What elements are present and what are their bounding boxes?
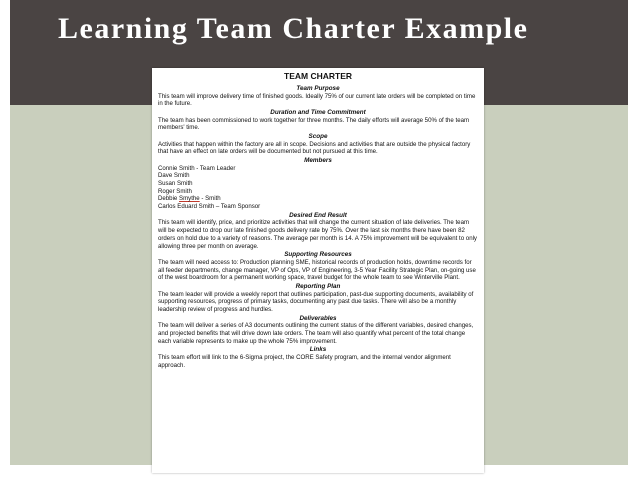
slide-title: Learning Team Charter Example [58,12,529,45]
scope-text: Activities that happen within the factory are all in scope. Decisions and activities that are outside the physical factory that have an effect on late orders will be documented but not pursued at this time. [158,140,471,156]
members-list [158,165,478,211]
member-first-name: Debbie [158,195,178,203]
deliverables-text: The team will deliver a series of A3 documents outlining the current status of the different variables, desired changes, and projected benefits that will drive down late orders. The team will also quantify what percent of the total change each variable represents to make up the whole 75% improvement. [158,322,474,345]
member-item: Connie Smith - Team Leader [158,164,236,172]
duration-heading: Duration and Time Commitment [270,109,366,116]
team-purpose-text: This team will improve delivery time of finished goods. Ideally 75% of our current late orders will be completed on time in the future. [158,92,476,108]
desired-end-result-heading: Desired End Result [289,211,347,219]
reporting-plan-heading: Reporting Plan [295,282,341,290]
scope-heading: Scope [308,133,328,140]
team-purpose-heading: Team Purpose [296,85,340,92]
deliverables-heading: Deliverables [299,314,337,322]
member-misspelled-name: Smythe [179,195,200,203]
duration-text: The team has been commissioned to work together for three months. The daily efforts will average 50% of the team members' time. [158,116,470,132]
desired-end-result-text: This team will identify, price, and prioritize activities that will change the current situation of late deliveries. The team will be expected to drop our late finished goods delivery rate by 75%. Over the last six months there have been 82 orders on hold due to a variety of reasons. The average per month is 14. A 75% improvement will be equivalent to only allowing three per month on average. [158,219,477,250]
links-heading: Links [309,346,327,354]
supporting-resources-text: The team will need access to: Production planning SME, historical records of production holds, downtime records for all feeder departments, change manager, VP of Ops, VP of Engineering, 3-5 Year Facility Strategic Plan, on-going use of the west boardroom for a permanent working space, travel budget for the whole team to see Winterville Plant. [158,258,476,282]
member-item: Dave Smith [158,172,190,180]
links-text: This team effort will link to the 6-Sigma project, the CORE Safety program, and the internal vendor alignment approach. [158,353,451,369]
member-item: Carlos Eduard Smith – Team Sponsor [158,203,261,211]
members-heading: Members [304,157,332,164]
supporting-resources-heading: Supporting Resources [284,251,352,259]
member-item: Susan Smith [158,180,193,187]
member-item-debbie [158,195,478,203]
member-item: Roger Smith [158,187,192,195]
document-title: TEAM CHARTER [284,71,352,81]
member-suffix: - Smith [199,195,221,203]
reporting-plan-text: The team leader will provide a weekly report that outlines participation, past-due supporting documents, availability of supporting resources, progress of primary tasks, documenting any past due tasks. There will also be a monthly leadership review of progress and hurdles. [158,290,474,313]
team-charter-document [152,68,484,473]
